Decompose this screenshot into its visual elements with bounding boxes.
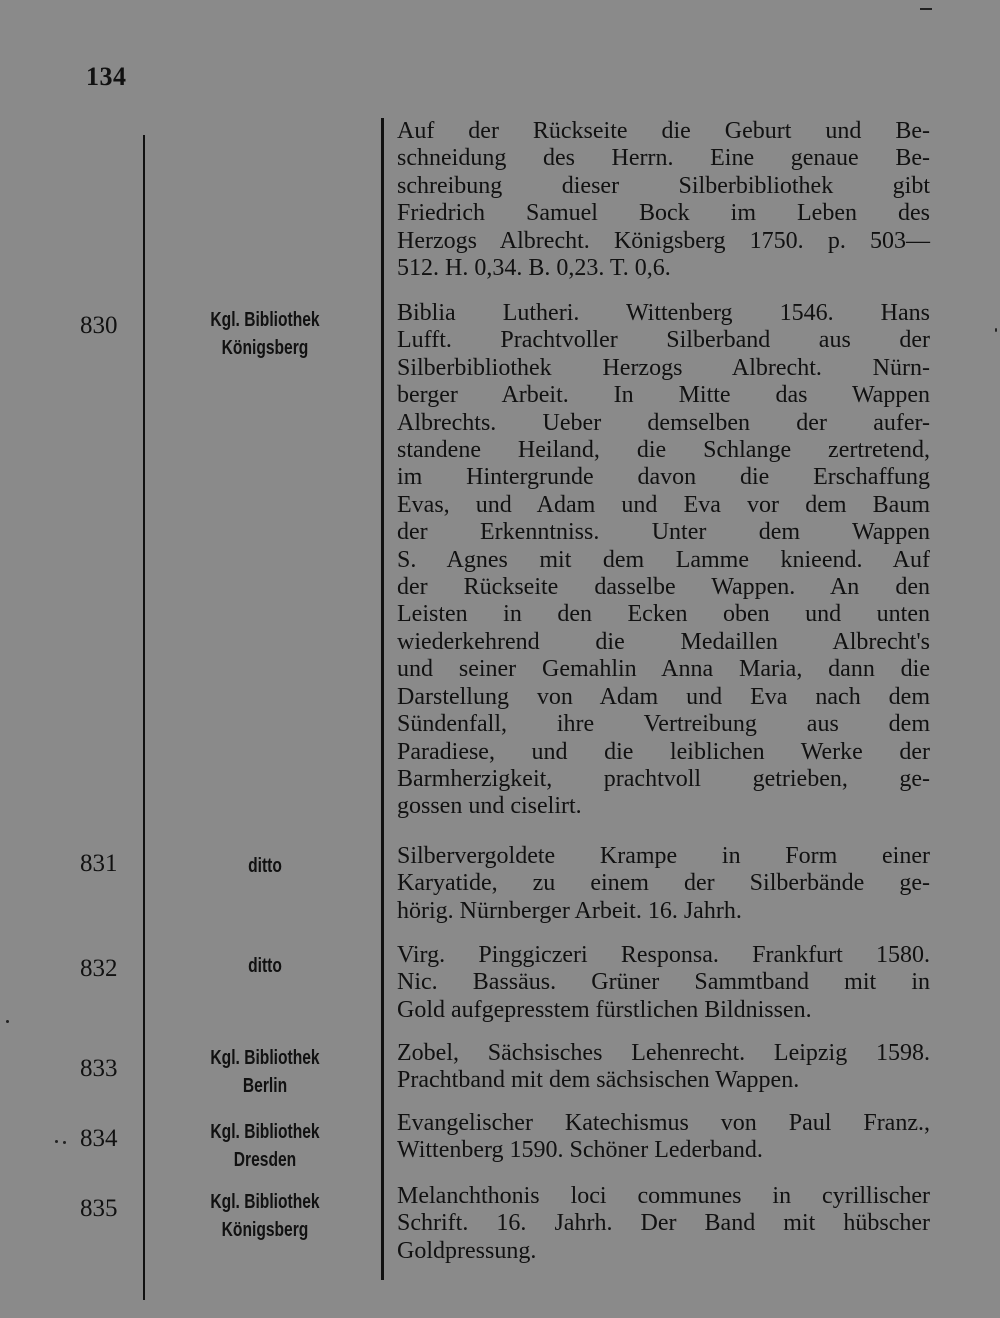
location-line: Königsberg: [221, 337, 309, 359]
entry-description: [397, 300, 930, 821]
description-line: Silberbibliothek Herzogs Albrecht. Nürn-: [397, 354, 930, 381]
intro-line: 512. H. 0,34. B. 0,23. T. 0,6.: [397, 255, 671, 282]
description-line: und seiner Gemahlin Anna Maria, dann die: [397, 656, 930, 683]
description-line: gossen und ciselirt.: [397, 793, 582, 820]
description-line: S. Agnes mit dem Lamme knieend. Auf: [397, 546, 930, 573]
description-line: Goldpressung.: [397, 1237, 537, 1264]
description-line: der Erkenntniss. Unter dem Wappen: [397, 519, 930, 546]
location-line: Kgl. Bibliothek: [210, 1047, 320, 1069]
scan-speck: [6, 1020, 9, 1023]
entry-location: [183, 1044, 347, 1100]
description-line: Schrift. 16. Jahrh. Der Band mit hübscher: [397, 1210, 930, 1237]
description-line: Leisten in den Ecken oben und unten: [397, 601, 930, 628]
location-line: Kgl. Bibliothek: [210, 1191, 320, 1213]
description-line: Barmherzigkeit, prachtvoll getrieben, ge-: [397, 765, 930, 792]
description-line: der Rückseite dasselbe Wappen. An den: [397, 574, 930, 601]
scan-speck: [920, 8, 932, 10]
intro-line: schreibung dieser Silberbibliothek gibt: [397, 172, 930, 199]
description-line: Evangelischer Katechismus von Paul Franz.,: [397, 1110, 930, 1136]
entry-description: [397, 1040, 930, 1095]
description-line: Karyatide, zu einem der Silberbände ge-: [397, 870, 930, 897]
scan-speck: [995, 328, 997, 332]
right-column-rule: [381, 118, 384, 1280]
location-line: Berlin: [242, 1075, 288, 1097]
description-line: Lufft. Prachtvoller Silberband aus der: [397, 327, 930, 354]
location-line: ditto: [248, 955, 282, 977]
description-line: Silbervergoldete Krampe in Form einer: [397, 843, 930, 869]
entry-location: [183, 1118, 347, 1174]
entry-description: [397, 942, 930, 1024]
location-line: Kgl. Bibliothek: [210, 1121, 320, 1143]
entry-description: [397, 1183, 930, 1265]
entry-number: 830: [80, 312, 118, 339]
description-line: standene Heiland, die Schlange zertretend,: [397, 437, 930, 464]
description-line: Sündenfall, ihre Vertreibung aus dem: [397, 711, 930, 738]
entry-number: 835: [80, 1195, 118, 1222]
entry-description: [397, 1110, 930, 1165]
left-column-rule: [143, 135, 145, 1300]
entry-location: [183, 852, 347, 880]
scan-speck: [55, 1140, 58, 1143]
intro-line: Herzogs Albrecht. Königsberg 1750. p. 503—: [397, 227, 930, 254]
description-line: berger Arbeit. In Mitte das Wappen: [397, 382, 930, 409]
description-line: Gold aufgepresstem fürstlichen Bildnissen.: [397, 996, 812, 1023]
location-line: Königsberg: [221, 1219, 309, 1241]
intro-line: Auf der Rückseite die Geburt und Be-: [397, 118, 930, 144]
description-line: Biblia Lutheri. Wittenberg 1546. Hans: [397, 300, 930, 326]
description-line: im Hintergrunde davon die Erschaffung: [397, 464, 930, 491]
entry-number: 833: [80, 1055, 118, 1082]
entry-number: 831: [80, 850, 118, 877]
page-number: 134: [86, 62, 127, 91]
entry-description: [397, 843, 930, 925]
intro-line: schneidung des Herrn. Eine genaue Be-: [397, 145, 930, 172]
entry-number: 832: [80, 955, 118, 982]
description-line: hörig. Nürnberger Arbeit. 16. Jahrh.: [397, 897, 742, 924]
location-line: ditto: [248, 855, 282, 877]
description-line: Paradiese, und die leiblichen Werke der: [397, 738, 930, 765]
description-line: wiederkehrend die Medaillen Albrecht's: [397, 628, 930, 655]
scan-speck: [63, 1141, 66, 1144]
description-line: Melanchthonis loci communes in cyrillischer: [397, 1183, 930, 1209]
intro-paragraph: [397, 118, 930, 282]
description-line: Wittenberg 1590. Schöner Lederband.: [397, 1137, 763, 1164]
description-line: Darstellung von Adam und Eva nach dem: [397, 683, 930, 710]
entry-location: [183, 1188, 347, 1244]
description-line: Prachtband mit dem sächsischen Wappen.: [397, 1067, 800, 1094]
description-line: Evas, und Adam und Eva vor dem Baum: [397, 491, 930, 518]
intro-line: Friedrich Samuel Bock im Leben des: [397, 200, 930, 227]
entry-location: [183, 306, 347, 362]
location-line: Kgl. Bibliothek: [210, 309, 320, 331]
entry-number: 834: [80, 1125, 118, 1152]
description-line: Zobel, Sächsisches Lehenrecht. Leipzig 1598.: [397, 1040, 930, 1066]
description-line: Virg. Pinggiczeri Responsa. Frankfurt 1580.: [397, 942, 930, 968]
location-line: Dresden: [233, 1149, 297, 1171]
entry-location: [183, 952, 347, 980]
description-line: Nic. Bassäus. Grüner Sammtband mit in: [397, 969, 930, 996]
description-line: Albrechts. Ueber demselben der aufer-: [397, 409, 930, 436]
